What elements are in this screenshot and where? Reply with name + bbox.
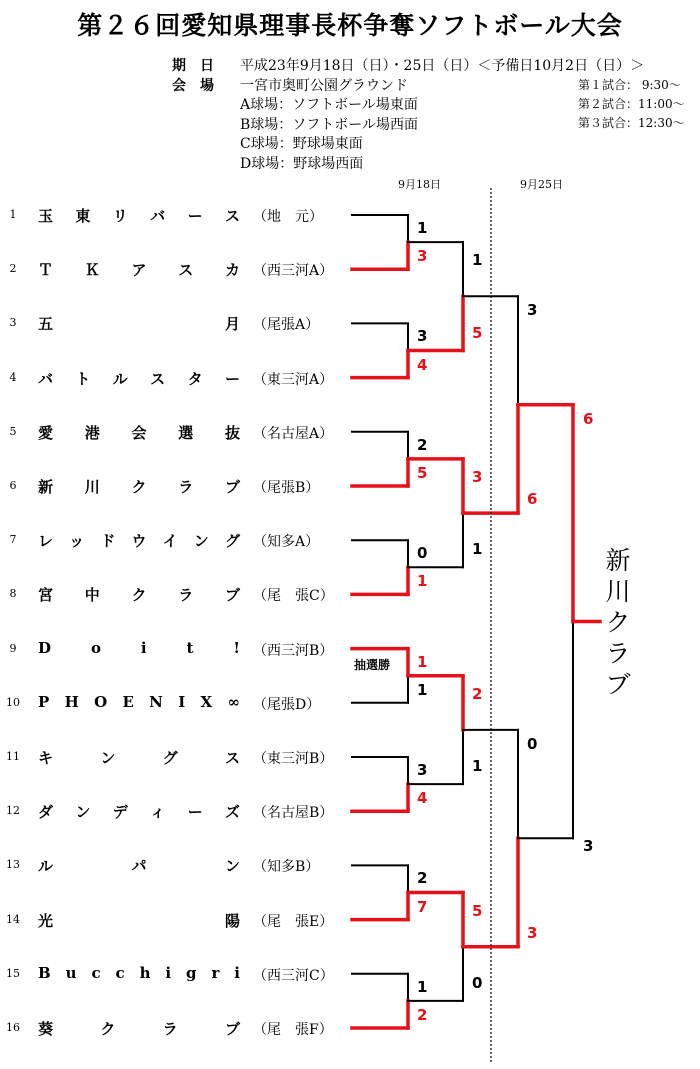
- venue-label: 会 場: [172, 78, 214, 94]
- venue-value: 一宮市奥町公園グラウンド: [240, 78, 408, 94]
- team-name: 葵 ク ラ ブ: [38, 1020, 240, 1038]
- team-number: 13: [6, 858, 20, 872]
- score-label: 2: [417, 1006, 428, 1024]
- score-label: 3: [417, 327, 428, 346]
- team-name: P H O E N I X ∞: [38, 692, 240, 711]
- team-region: （知多A）: [253, 534, 320, 551]
- team-number: 5: [9, 424, 17, 438]
- team-region: （尾張B）: [253, 480, 320, 496]
- score-label: 6: [527, 490, 538, 509]
- team-number: 12: [6, 804, 20, 818]
- score-label: 0: [472, 973, 483, 992]
- team-region: （西三河B）: [253, 642, 334, 659]
- team-number: 14: [6, 912, 20, 926]
- schedule-game-2: 第２試合：11:00～: [578, 97, 685, 111]
- team-region: （尾張D）: [253, 696, 321, 713]
- score-label: 1: [472, 251, 483, 270]
- champion-label: 新 川 ク ラ ブ: [605, 546, 631, 699]
- team-number: 4: [9, 370, 17, 384]
- team-name: レ ッ ド ウ イ ン グ: [38, 532, 240, 551]
- team-region: （尾 張C）: [253, 588, 334, 605]
- team-name: ル パ ン: [38, 857, 240, 876]
- team-name: キ ン グ ス: [38, 749, 240, 767]
- score-label: 3: [527, 301, 538, 320]
- team-name: B u c c h i g r i: [38, 963, 240, 982]
- score-label: 3: [527, 923, 538, 942]
- team-name: Ｔ Ｋ ア ス カ: [38, 261, 240, 280]
- score-label: 1: [417, 680, 428, 699]
- team-number: 3: [9, 316, 17, 330]
- score-label: 3: [417, 247, 428, 266]
- score-label: 6: [583, 409, 594, 428]
- team-number: 1: [9, 208, 17, 221]
- date-value: 平成23年9月18日（日）・25日（日）＜予備日10月2日（日）＞: [240, 58, 645, 74]
- team-name: 新 川 ク ラ ブ: [38, 478, 240, 496]
- score-label: 0: [417, 544, 428, 563]
- team-number: 7: [9, 533, 17, 547]
- schedule-game-3: 第３試合：12:30～: [578, 116, 685, 130]
- round-date-2: 9月25日: [520, 178, 563, 191]
- score-label: 1: [472, 540, 483, 559]
- team-name: 光 陽: [38, 911, 240, 930]
- date-label: 期 日: [172, 58, 214, 74]
- tournament-title: 第２６回愛知県理事長杯争奪ソフトボール大会: [77, 11, 623, 40]
- score-label: 1: [472, 757, 483, 776]
- team-name: 五 月: [38, 315, 240, 334]
- team-region: （尾 張E）: [253, 913, 334, 930]
- score-label: 4: [417, 789, 428, 808]
- score-label: 1: [417, 652, 428, 671]
- score-label: 3: [583, 837, 594, 856]
- team-name: バ ト ル ス タ ー: [38, 369, 240, 388]
- team-name: 宮 中 ク ラ ブ: [38, 586, 240, 605]
- team-region: （尾張A）: [253, 317, 320, 334]
- team-region: （尾 張F）: [253, 1022, 333, 1038]
- field-d: D球場：野球場西面: [240, 156, 364, 172]
- team-name: D o i t !: [38, 638, 240, 657]
- score-label: 5: [472, 323, 483, 342]
- score-label: 0: [527, 734, 538, 753]
- team-number: 11: [6, 750, 20, 763]
- team-number: 6: [9, 479, 17, 492]
- score-label: 7: [417, 897, 428, 916]
- score-label: 2: [417, 869, 428, 888]
- team-region: （名古屋A）: [253, 425, 334, 442]
- lottery-note: 抽選勝: [354, 658, 391, 672]
- score-label: 4: [417, 355, 428, 374]
- team-region: （西三河C）: [253, 967, 334, 984]
- score-label: 3: [417, 761, 428, 779]
- team-number: 16: [6, 1021, 20, 1034]
- team-region: （地 元）: [253, 209, 323, 225]
- team-region: （名古屋B）: [253, 805, 334, 822]
- score-label: 1: [417, 572, 428, 591]
- team-name: 愛 港 会 選 抜: [38, 423, 240, 442]
- score-label: 2: [472, 684, 483, 703]
- round-date-1: 9月18日: [398, 178, 441, 191]
- score-label: 3: [472, 467, 483, 486]
- team-name: ダ ン デ ィ ー ズ: [38, 803, 240, 822]
- team-region: （西三河A）: [253, 263, 334, 280]
- team-region: （東三河A）: [253, 371, 334, 388]
- field-a: A球場：ソフトボール場東面: [240, 97, 418, 113]
- team-number: 2: [9, 262, 17, 276]
- team-number: 9: [9, 641, 17, 655]
- team-region: （東三河B）: [253, 751, 334, 767]
- team-number: 8: [9, 587, 17, 601]
- team-number: 10: [6, 695, 20, 709]
- score-label: 5: [417, 464, 428, 482]
- schedule-game-1: 第１試合： 9:30～: [578, 78, 681, 92]
- field-b: B球場：ソフトボール場西面: [240, 117, 419, 133]
- score-label: 1: [417, 977, 428, 996]
- field-c: C球場：野球場東面: [240, 136, 363, 152]
- team-region: （知多B）: [253, 859, 320, 876]
- score-label: 1: [417, 219, 428, 237]
- team-number: 15: [6, 966, 20, 980]
- score-label: 5: [472, 901, 483, 920]
- score-label: 2: [417, 435, 428, 454]
- team-name: 玉 東 リ バ ー ス: [38, 207, 240, 225]
